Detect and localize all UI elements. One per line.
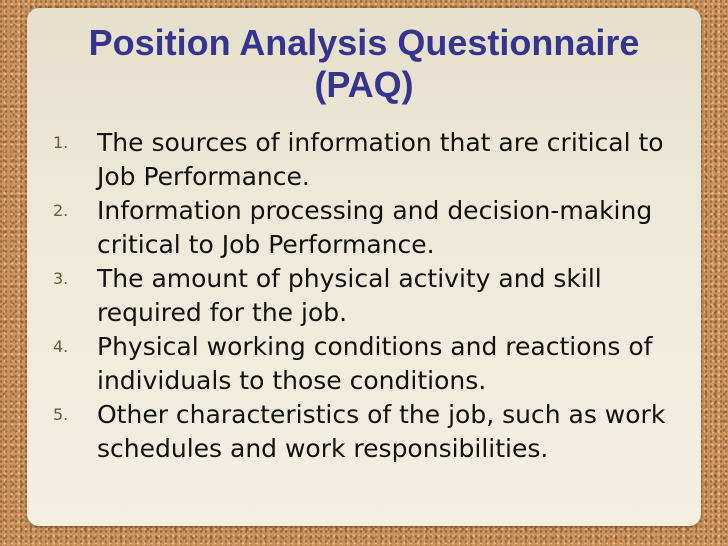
slide-title-line-2: (PAQ) [314,64,414,105]
slide-title [27,22,701,106]
list-item-text: Other characteristics of the job, such as work schedules and work responsibilities. [97,400,666,463]
list-item-text: The amount of physical activity and skill required for the job. [97,264,602,327]
numbered-list [27,126,701,466]
list-item-number: 5. [53,405,69,424]
list-item [27,262,701,330]
list-item [27,330,701,398]
list-item-text: Physical working conditions and reactions of individuals to those conditions. [97,332,653,395]
list-item [27,126,701,194]
list-item-number: 3. [53,269,69,288]
slide [27,8,701,526]
list-item-text: The sources of information that are critical to Job Performance. [97,128,664,191]
list-item [27,398,701,466]
list-item [27,194,701,262]
list-item-text: Information processing and decision-making critical to Job Performance. [97,196,653,259]
list-item-number: 4. [53,337,69,356]
slide-title-line-1: Position Analysis Questionnaire [88,22,640,63]
list-item-number: 1. [53,133,69,152]
list-item-number: 2. [53,201,69,220]
